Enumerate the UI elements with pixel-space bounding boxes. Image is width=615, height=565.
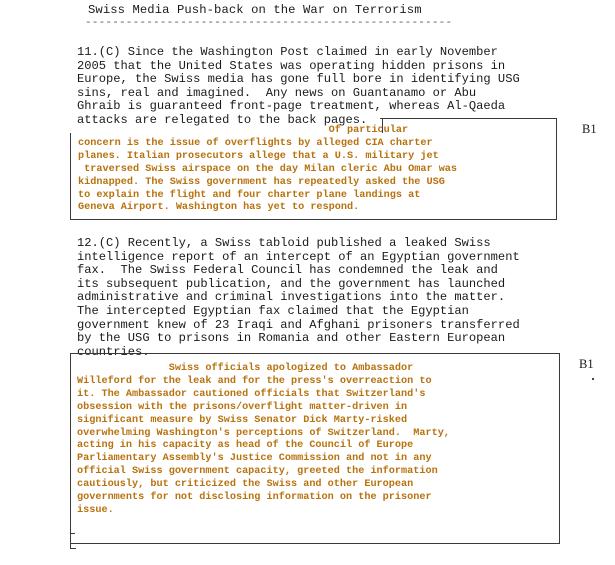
highlight-2-line: Parliamentary Assembly's Justice Commission and not in any (77, 453, 432, 465)
document-title: Swiss Media Push-back on the War on Terrorism (88, 3, 422, 17)
highlight-2-line: Willeford for the leak and for the press's overreaction to (77, 375, 432, 387)
paragraph-12-line: its subsequent publication, and the government has launched (77, 276, 506, 291)
title-rule: ------------------------------------------------------ (85, 17, 453, 29)
redaction-box-1-bottom (70, 219, 557, 220)
redaction-box-2-tick-upper (70, 533, 75, 534)
paragraph-11-line: 2005 that the United States was operating hidden prisons in (77, 58, 506, 73)
highlight-1-line: Of particular (78, 125, 409, 136)
redaction-box-2-left (70, 353, 71, 549)
highlight-2-line: cautiously, but criticized the Swiss and other European (77, 479, 414, 491)
paragraph-11-line: Europe, the Swiss media has gone full bore in identifying USG (77, 72, 520, 87)
paragraph-12-line: 12.(C) Recently, a Swiss tabloid published a leaked Swiss (77, 236, 491, 250)
redaction-box-1-right (556, 118, 557, 219)
redaction-box-1-top (380, 118, 557, 119)
highlight-2-line: significant measure by Swiss Senator Dick Marty-risked (77, 414, 408, 426)
highlight-2-line: issue. (77, 504, 114, 516)
highlight-1-line: kidnapped. The Swiss government has repeatedly asked the USG (78, 176, 445, 188)
redaction-highlight-1 (78, 125, 457, 215)
highlight-2-line: Swiss officials apologized to Ambassador (77, 363, 414, 374)
redaction-box-2-tick (70, 548, 76, 549)
classification-mark-1: B1 (582, 122, 597, 136)
highlight-1-line: concern is the issue of overflights by alleged CIA charter (78, 137, 433, 149)
paragraph-12-line: intelligence report of an intercept of an Egyptian government (77, 249, 520, 264)
redaction-box-2-top (70, 353, 560, 354)
paragraph-12-line: by the USG to prisons in Romania and other Eastern European (77, 331, 506, 346)
highlight-2-line: acting in his capacity as head of the Council of Europe (77, 440, 414, 452)
highlight-1-line: traversed Swiss airspace on the day Milan cleric Abu Omar was (78, 163, 458, 175)
redaction-box-1-left (70, 133, 71, 219)
classification-mark-2: B1 (579, 357, 594, 371)
redaction-box-1-join (382, 119, 383, 133)
paragraph-12-line: administrative and criminal investigations into the matter. (77, 290, 506, 305)
paragraph-12-line: fax. The Swiss Federal Council has condemned the leak and (77, 263, 498, 278)
highlight-1-line: Geneva Airport. Washington has yet to respond. (78, 202, 360, 214)
highlight-1-line: to explain the flight and four charter plane landings at (78, 189, 421, 201)
highlight-2-line: obsession with the prisons/overflight matter-driven in (77, 401, 408, 413)
paragraph-12-line: countries. (77, 344, 150, 359)
redaction-highlight-2 (77, 363, 450, 518)
margin-dot (592, 378, 594, 380)
highlight-2-line: governments for not disclosing information on the prisoner (77, 492, 432, 504)
highlight-2-line: overwhelming Washington's perceptions of Switzerland. Marty, (77, 427, 450, 439)
paragraph-11-line: Ghraib is guaranteed front-page treatment, whereas Al-Qaeda (77, 99, 506, 114)
paragraph-11 (77, 46, 520, 128)
paragraph-11-line: attacks are relegated to the back pages. (77, 112, 368, 127)
highlight-2-line: it. The Ambassador cautioned officials that Switzerland's (77, 388, 426, 400)
redaction-box-2-bottom (70, 543, 560, 544)
paragraph-12-line: The intercepted Egyptian fax claimed that the Egyptian (77, 303, 469, 318)
paragraph-12-line: government knew of 23 Iraqi and Afghani prisoners transferred (77, 317, 520, 332)
highlight-1-line: planes. Italian prosecutors allege that a U.S. military jet (78, 150, 439, 162)
paragraph-12 (77, 237, 520, 359)
paragraph-11-line: sins, real and imagined. Any news on Guantanamo or Abu (77, 85, 477, 100)
redaction-box-2-right (559, 353, 560, 543)
highlight-2-line: official Swiss government capacity, greeted the information (77, 466, 438, 478)
paragraph-11-line: 11.(C) Since the Washington Post claimed in early November (77, 45, 498, 59)
